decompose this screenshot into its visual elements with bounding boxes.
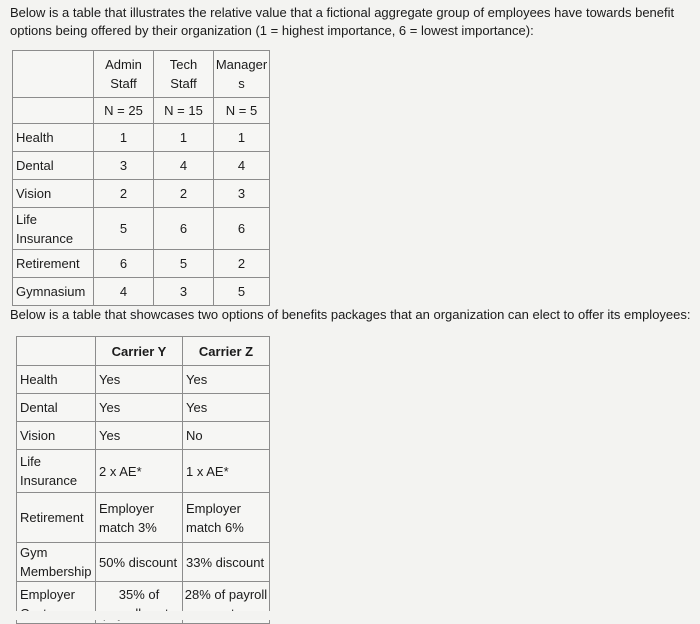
table-row: Life Insurance 5 6 6 xyxy=(13,208,270,250)
n-tech-staff: N = 15 xyxy=(154,98,214,124)
table-row: Health Yes Yes xyxy=(17,366,270,394)
row-label: Dental xyxy=(13,152,94,180)
header-admin-staff: Admin Staff xyxy=(94,51,154,98)
row-label: Retirement xyxy=(13,250,94,278)
table-row: Retirement Employer match 3% Employer match 6% xyxy=(17,493,270,543)
table-row: Health 1 1 1 xyxy=(13,124,270,152)
header-tech-staff: Tech Staff xyxy=(154,51,214,98)
intro-text: Below is a table that illustrates the relative value that a fictional aggregate group of employees have towards benefit options being offered by their organization (1 = highest importance, 6 = lowest importance): xyxy=(10,5,675,38)
table-row: Life Insurance 2 x AE* 1 x AE* xyxy=(17,450,270,493)
row-label: Retirement xyxy=(17,493,96,543)
row-label: Life Insurance xyxy=(17,450,96,493)
table-row: Dental 3 4 4 xyxy=(13,152,270,180)
table-row: Employer 35% of 28% of payroll xyxy=(17,582,270,624)
n-admin-staff: N = 25 xyxy=(94,98,154,124)
table-row: Gymnasium 4 3 5 xyxy=(13,278,270,306)
table2-corner-cell xyxy=(17,337,96,366)
row-label: Health xyxy=(17,366,96,394)
table-row: Dental Yes Yes xyxy=(17,394,270,422)
n-managers: N = 5 xyxy=(214,98,270,124)
second-intro-text: Below is a table that showcases two options of benefits packages that an organization can elect to offer its employees: xyxy=(10,307,691,322)
row-label: Dental xyxy=(17,394,96,422)
header-carrier-y: Carrier Y xyxy=(96,337,183,366)
row-label: Life Insurance xyxy=(13,208,94,250)
benefits-packages-table xyxy=(16,336,270,624)
employee-preference-table xyxy=(12,50,270,306)
row-label: Gym Membership xyxy=(17,543,96,582)
table1-header-row xyxy=(13,51,270,98)
header-carrier-z: Carrier Z xyxy=(183,337,270,366)
table1-n-row xyxy=(13,98,270,124)
table-row: Vision 2 2 3 xyxy=(13,180,270,208)
bottom-crop-edge xyxy=(0,611,700,620)
row-label: Vision xyxy=(17,422,96,450)
table-row: Vision Yes No xyxy=(17,422,270,450)
row-label: Health xyxy=(13,124,94,152)
table-row: Retirement 6 5 2 xyxy=(13,250,270,278)
table-row: Gym Membership 50% discount 33% discount xyxy=(17,543,270,582)
row-label: Gymnasium xyxy=(13,278,94,306)
table1-corner-cell xyxy=(13,51,94,98)
header-managers: Manager s xyxy=(214,51,270,98)
table2-header-row xyxy=(17,337,270,366)
row-label: Vision xyxy=(13,180,94,208)
row-label: Employer xyxy=(17,582,96,624)
